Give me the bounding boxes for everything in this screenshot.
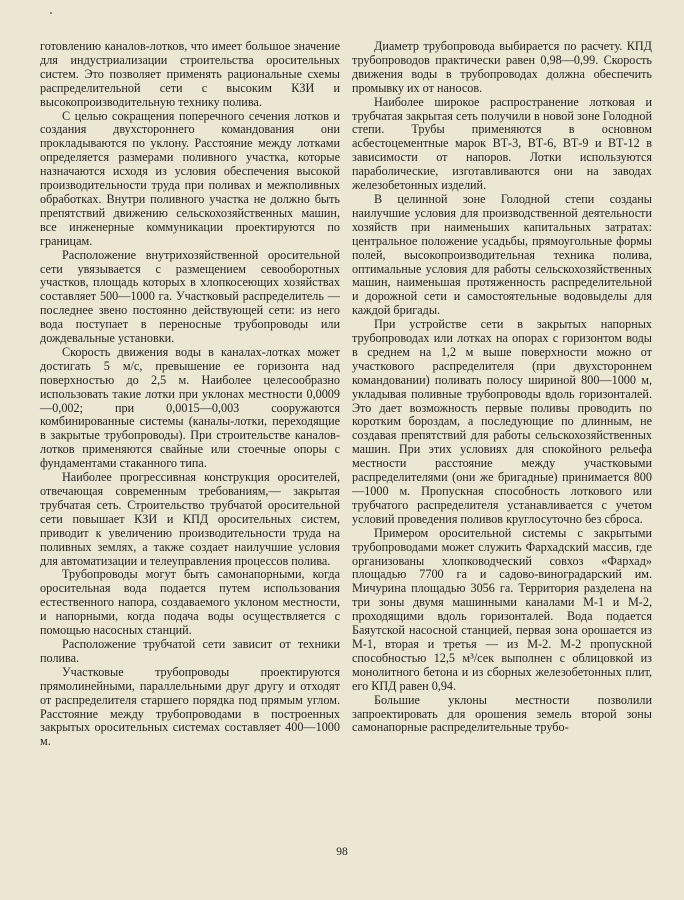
left-column — [40, 40, 340, 749]
paragraph: готовлению каналов-лотков, что имеет большое значение для индустриализации строительства оросительных систем. Это позволяет применять рациональные схемы распределительной сети с высоким КЗИ и высокопроизводительную технику полива. — [40, 39, 340, 109]
right-column — [352, 40, 652, 735]
paragraph: Диаметр трубопровода выбирается по расчету. КПД трубопроводов практически равен 0,98—0,99. Скорость движения воды в трубопроводах должна обеспечить промывку их от наносов. — [352, 39, 652, 95]
paragraph: Скорость движения воды в каналах-лотках может достигать 5 м/с, превышение ее горизонта над поверхностью до 2,5 м. Наиболее целесообразно использовать такие лотки при уклонах местности 0,0009—0,002; при 0,0015—0,003 сооружаются комбинированные системы (каналы-лотки, переходящие в закрытые трубопроводы). При строительстве каналов-лотков применяются свайные или стоечные опоры с фундаментами стаканного типа. — [40, 344, 340, 471]
paragraph: В целинной зоне Голодной степи созданы наилучшие условия для производственной деятельности хозяйств при наименьших капитальных затратах: центральное положение усадьбы, прямоугольные формы полей, высокопроизводительная техника полива, оптимальные условия для работы сельскохозяйственных машин, наименьшая протяженность распределительной и дорожной сети и самостоятельные водовыделы для каждой бригады. — [352, 191, 652, 318]
page-number: 98 — [336, 846, 348, 858]
paragraph: Наиболее широкое распространение лотковая и трубчатая закрытая сеть получили в новой зоне Голодной степи. Трубы применяются в основном асбестоцементные марок ВТ-3, ВТ-6, ВТ-9 и ВТ-12 в зависимости от напоров. Лотки используются параболические, изготавливаются они на заводах железобетонных изделий. — [352, 94, 652, 193]
paragraph: Большие уклоны местности позволили запроектировать для орошения земель второй зоны самонапорные распределительные трубо- — [352, 692, 652, 735]
paragraph: Расположение трубчатой сети зависит от техники полива. — [40, 636, 340, 665]
paragraph: Расположение внутрихозяйственной оросительной сети увязывается с размещением севооборотных участков, площадь которых в хлопкосеющих хозяйствах составляет 500—1000 га. Участковый распределитель — последнее звено постоянно действующей сети: из него вода поступает в переносные трубопроводы или дождевальные установки. — [40, 247, 340, 346]
paragraph: Наиболее прогрессивная конструкция оросителей, отвечающая современным требованиям,— закрытая трубчатая сеть. Строительство трубчатой оросительной сети повышает КЗИ и КПД оросительных систем, приводит к увеличению производительности труда на поливных землях, а также создает наилучшие условия для автоматизации и телеуправления процессов полива. — [40, 470, 340, 568]
paragraph: Трубопроводы могут быть самонапорными, когда оросительная вода подается путем использования естественного напора, создаваемого уклоном местности, и напорными, когда подача воды осуществляется с помощью насосных станций. — [40, 567, 340, 638]
paragraph: При устройстве сети в закрытых напорных трубопроводах или лотках на опорах с горизонтом воды в среднем на 1,2 м выше поверхности можно от участкового распределителя (при двухстороннем командовании) поливать полосу шириной 800—1000 м, укладывая поливные трубопроводы вдоль горизонталей. Это дает возможность первые поливы проводить по коротким бороздам, а последующие по длинным, не создавая препятствий для работы сельскохозяйственных машин. При этих условиях для спокойного рельефа местности расстояние между участковыми распределителями (они же бригадные) принимается 800—1000 м. Пропускная способность лоткового или трубчатого распределителя устанавливается с учетом условий проведения поливов круглосуточно без сброса. — [352, 317, 652, 526]
paragraph: С целью сокращения поперечного сечения лотков и создания двухстороннего командования они прокладываются по уклону. Расстояние между лотками определяется размерами поливного участка, которые назначаются исходя из условия обеспечения высокой производительности труда при поливах и межполивных обработках. Внутри поливного участка не должно быть препятствий движению сельскохозяйственных машин, все инженерные коммуникации проектируются по границам. — [40, 108, 340, 248]
paragraph: Участковые трубопроводы проектируются прямолинейными, параллельными друг другу и отходят от распределителя старшего порядка под прямым углом. Расстояние между трубопроводами в построенных закрытых оросительных системах составляет 400—1000 м. — [40, 664, 340, 749]
paragraph: Примером оросительной системы с закрытыми трубопроводами может служить Фархадский массив, где организованы хлопководческий совхоз «Фархад» площадью 7700 га и садово-виноградарский им. Мичурина площадью 3056 га. Территория разделена на три зоны двумя машинными каналами М-1 и М-2, проходящими вдоль горизонталей. Вода подается Баяутской насосной станцией, первая зона орошается из М-1, вторая и третья — из М-2. М-2 пропускной способностью 12,5 м³/сек выполнен с облицовкой из монолитного бетона и из сборных железобетонных плит, его КПД равен 0,94. — [352, 525, 652, 693]
paper-speck — [50, 12, 52, 14]
